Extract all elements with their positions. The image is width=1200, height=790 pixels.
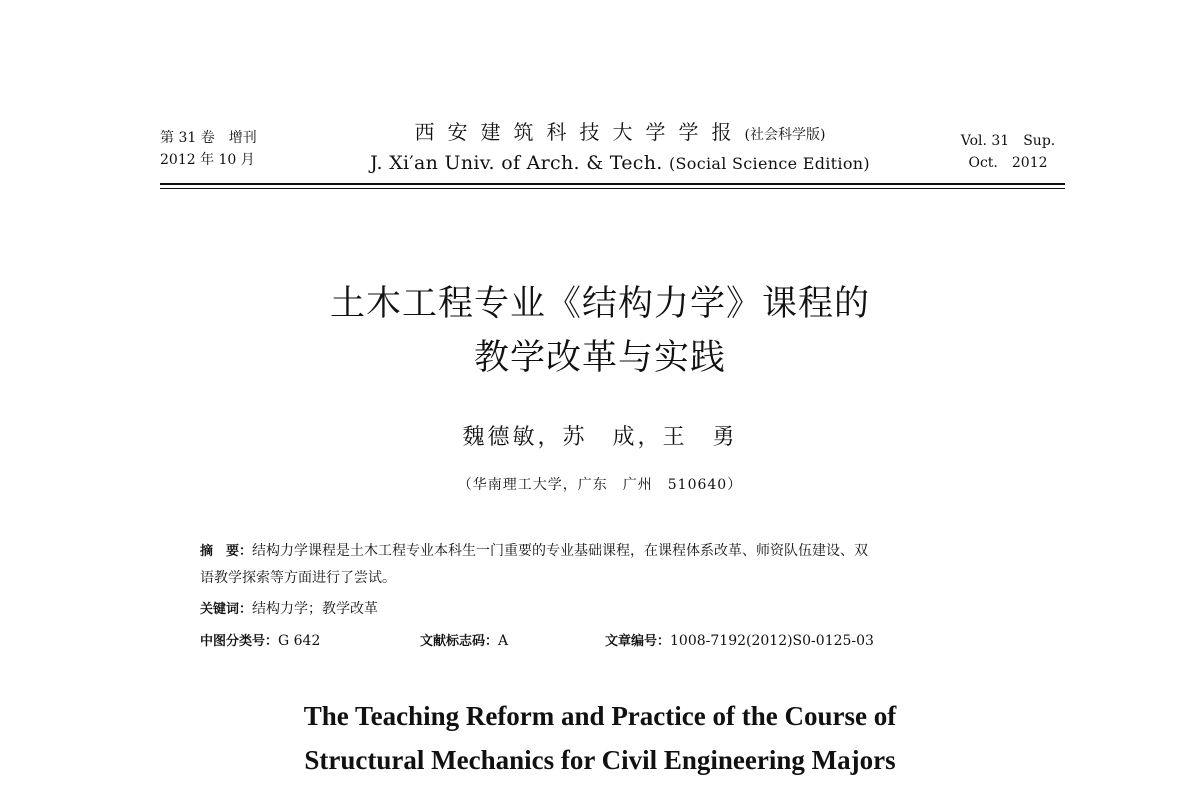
clc-label: 中图分类号： (200, 634, 279, 649)
journal-name-en (330, 149, 910, 178)
article-id-value: 1008-7192(2012)S0-0125-03 (670, 633, 874, 649)
abstract-line-1 (200, 541, 868, 562)
publication-date-cn: 2012 年 10 月 (160, 152, 255, 168)
journal-edition-en: (Social Science Edition) (668, 154, 870, 173)
volume-info-en (958, 130, 1058, 174)
header-rule-thin (160, 188, 1065, 189)
keywords-label: 关键词： (200, 602, 253, 617)
journal-title-cn: 西安建筑科技大学学报 (414, 120, 745, 144)
document-code-label: 文献标志码： (420, 634, 499, 649)
volume-issue: 第 31 卷 增刊 (160, 130, 257, 146)
volume-info (160, 127, 257, 171)
article-id (605, 631, 874, 652)
paper-title-line-2: 教学改革与实践 (473, 338, 726, 378)
keywords-value: 结构力学；教学改革 (252, 601, 379, 617)
abstract-text-1: 结构力学课程是土木工程专业本科生一门重要的专业基础课程，在课程体系改革、师资队伍建设、双 (252, 543, 869, 559)
document-code-value: A (498, 633, 509, 649)
english-title-line-1: The Teaching Reform and Practice of the Course of (303, 701, 897, 731)
header-rule-thick (160, 183, 1065, 185)
clc-value: G 642 (278, 633, 321, 649)
journal-edition-cn: (社会科学版) (744, 127, 826, 143)
journal-name-cn (330, 118, 910, 149)
abstract-label: 摘 要： (200, 544, 253, 559)
publication-date-en: Oct. 2012 (968, 155, 1048, 171)
authors: 魏德敏，苏 成，王 勇 (462, 425, 738, 450)
abstract-line-2 (200, 568, 396, 588)
volume-en: Vol. 31 Sup. (960, 133, 1056, 149)
journal-header (330, 118, 910, 178)
keywords (200, 599, 378, 620)
abstract-text-2: 语教学探索等方面进行了尝试。 (200, 570, 396, 586)
affiliation: （华南理工大学，广东 广州 510640） (457, 477, 743, 493)
paper-title-line-1: 土木工程专业《结构力学》课程的 (329, 284, 870, 324)
document-code (420, 631, 508, 652)
english-title-line-2: Structural Mechanics for Civil Engineering Majors (304, 745, 896, 775)
clc-number (200, 631, 320, 652)
article-id-label: 文章编号： (605, 634, 671, 649)
journal-title-en: J. Xi′an Univ. of Arch. & Tech. (370, 152, 663, 174)
